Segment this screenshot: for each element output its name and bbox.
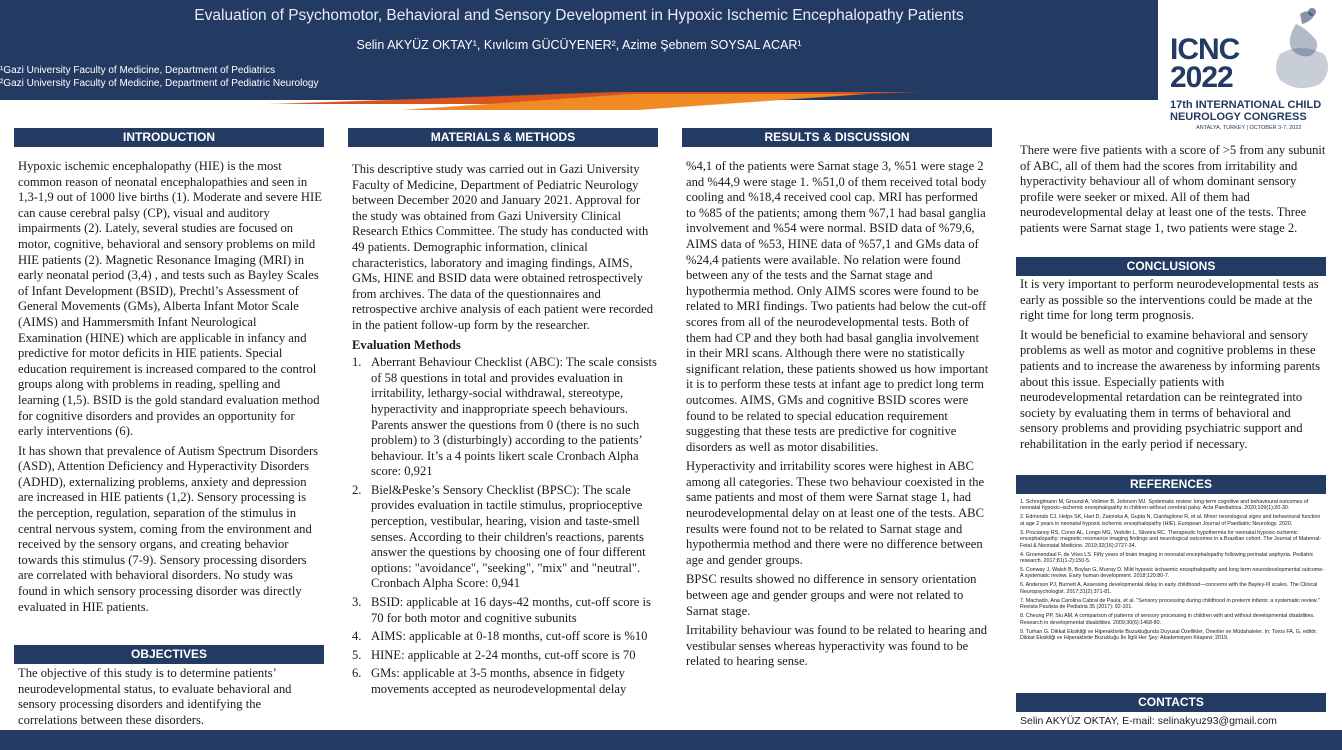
whirling-dervish-icon [1260, 6, 1336, 98]
list-item: 5. HINE: applicable at 2-24 months, cut-off score is 70 [352, 647, 636, 662]
results-paragraph-4: Irritability behaviour was found to be related to hearing and vestibular senses whereas hyperactivity was found to be related to hearing sense. [686, 623, 988, 669]
affiliation-2: ²Gazi University Faculty of Medicine, Department of Pediatric Neurology [0, 78, 319, 89]
congress-logo [1160, 0, 1342, 140]
conclusions-paragraph-1: It is very important to perform neurodevelopmental tests as early as possible so the interventions could be made at the right time for long term prognosis. [1020, 277, 1319, 323]
list-item: 3. BSID: applicable at 16 days-42 months, cut-off score is 70 for both motor and cognitive subunits [352, 595, 651, 625]
reference-item: 2. Edmonds CJ, Helps SK, Hart D, Zatorska A, Gupta N, Cianfaglione R, et al. Minor neurological signs and behavioural function at age 2 years in neonatal hypoxic ischemic encephalopathy (HIE). European Journal of Paediatric Neurology. 2020. [1020, 514, 1321, 527]
results-paragraph-3: BPSC results showed no difference in sensory orientation between age and gender groups and were not related to Sarnat stage. [686, 572, 977, 618]
poster-title: Evaluation of Psychomotor, Behavioral and Sensory Development in Hypoxic Ischemic Encephalopathy Patients [194, 7, 964, 24]
evaluation-methods-list [352, 355, 658, 697]
introduction-paragraph-1: Hypoxic ischemic encephalopathy (HIE) is the most common reason of neonatal encephalopathies and seen in 1,3-1,9 out of 1000 live births (1). Moderate and severe HIE can cause cerebral palsy (CP), visual and auditory impairments (2). Lately, several studies are focused on motor, cognitive, behavioral and sensory problems on mild HIE patients (2). Magnetic Resonance Imaging (MRI) in early neonatal period (3,4) , and tests such as Bayley Scales of Infant Development (BSID), Prechtl’s Assessment of General Movements (GMs), Alberta Infant Motor Scale (AIMS) and Hammersmith Infant Neurological Examination (HINE) which are applicable in infancy and predictive for motor deficits in HIE patients. Special education requirement is increased compared to the control groups along with problems in reading, spelling and learning (1,5). BSID is the gold standard evaluation method for cognitive disorders and provides an opportunity for early interventions (6). [18, 159, 322, 439]
reference-item: 1. Schreglmann M, Ground A, Vollmer B, Johnson MJ. Systematic review: long-term cognitive and behavioural outcomes of neonatal hypoxic–ischemic encephalopathy in children without cerebral palsy. Acta Paediatrica. 2020;109(1):20-30. [1020, 499, 1309, 512]
conclusions-heading: CONCLUSIONS [1016, 257, 1326, 276]
list-item: 2. Biel&Peske’s Sensory Checklist (BPSC): The scale provides evaluation in tactile stimulus, proprioceptive perception, vestibular, hearing, vision and taste-smell senses. According to their children's reactions, parents answer the questions by choosing one of four different options: "avoidance", "seeking", "mix" and "neutral". Cronbach Alpha Score: 0,941 [352, 482, 646, 591]
introduction-heading: INTRODUCTION [14, 128, 324, 147]
objectives-body [18, 666, 322, 732]
introduction-paragraph-2: It has shown that prevalence of Autism Spectrum Disorders (ASD), Attention Deficiency and Hyperactivity Disorders (ADHD), externalizing problems, anxiety and depression are increased in HIE patients (1,2). Sensory processing is the perception, regulation, separation of the stimulus in central nervous system, coming from the environment and received by the sensory organs, and creating behavior towards this stimulus (7-9). Sensory processing disorders are correlated with behavioral disorders. No study was found in which sensory processing disorder was directly evaluated in HIE patients. [18, 443, 319, 614]
references-heading: REFERENCES [1016, 475, 1326, 494]
reference-item: 5. Conway J, Walsh B, Boylan G, Murray D. Mild hypoxic ischaemic encephalopathy and long term neurodevelopmental outcome-A systematic review. Early human development. 2018;120:80-7. [1020, 567, 1324, 580]
affiliation-1: ¹Gazi University Faculty of Medicine, Department of Pediatrics [0, 65, 276, 76]
conclusions-body [1020, 277, 1328, 457]
logo-congress-name: 17th INTERNATIONAL CHILD NEUROLOGY CONGRESS [1170, 99, 1322, 123]
logo-acronym: ICNC [1170, 33, 1240, 66]
results-body [686, 159, 990, 674]
logo-place-date: ANTALYA, TURKEY | OCTOBER 3-7, 2022 [1196, 125, 1302, 131]
reference-list [1020, 499, 1326, 644]
contacts-heading: CONTACTS [1016, 693, 1326, 712]
evaluation-methods-subheading: Evaluation Methods [352, 337, 461, 352]
results-heading: RESULTS & DISCUSSION [682, 128, 992, 147]
objectives-heading: OBJECTIVES [14, 645, 324, 664]
objectives-paragraph: The objective of this study is to determine patients’ neurodevelopmental status, to evaluate behavioral and sensory processing disorders and identifying the correlations between these disorders. [18, 666, 292, 727]
list-item: 6. GMs: applicable at 3-5 months, absence in fidgety movements accepted as neurodevelopmental delay [352, 666, 627, 696]
conclusions-paragraph-2: It would be beneficial to examine behavioral and sensory problems as well as motor and cognitive problems in these patients and to increase the awareness by informing parents about this issue. Especially patients with neurodevelopmental retardation can be reintegrated into society by evaluating them in terms of behavioral and sensory problems and providing psychiatric support and rehabilitation in the early period if necessary. [1020, 327, 1321, 451]
reference-item: 4. Groenendaal F, de Vries LS. Fifty years of brain imaging in neonatal encephalopathy following perinatal asphyxia. Pediatric research. 2017;81(1-2):150-5. [1020, 551, 1314, 565]
results-paragraph-2: Hyperactivity and irritability scores were highest in ABC among all categories. These two behaviour coexisted in the same patients and most of them were Sarnat stage 1, had neurodevelopmental delay on at least one of the tests. ABC results were found not to be related to Sarnat stage and hypothermia method and there were no difference between age and gender groups. [686, 459, 985, 567]
list-item: 1. Aberrant Behaviour Checklist (ABC): The scale consists of 58 questions in total and provides evaluation in irritability, lethargy-social withdrawal, stereotype, hyperactivity and inappropriate speech behaviours. Parents answer the questions from 0 (there is no such problem) to 3 (disturbingly) according to the patients’ behaviour. It’s a 4 points likert scale Cronbach Alpha score: 0,921 [352, 355, 657, 479]
results-paragraph-5: There were five patients with a score of >5 from any subunit of ABC, all of them had the scores from irritability and hyperactivity behaviour all of whom dominant sensory profile were seeker or mixed. All of them had neurodevelopmental delay at least one of the tests. Three patients were Sarnat stage 1, two patients were stage 2. [1020, 143, 1326, 235]
reference-item: 6. Anderson PJ, Burnett A. Assessing developmental delay in early childhood—concerns with the Bayley-III scales. The Clinical Neuropsychologist. 2017;31(2):371-81. [1020, 582, 1318, 595]
results-continued [1020, 143, 1328, 241]
poster-footer-bar [0, 730, 1342, 750]
reference-item: 9. Turhan G. Dikkat Eksikliği ve Hiperaktivite Bozukluğunda Duyusal Özellikler, Öneriler ve Müdahaleler. In: Toros FA, G, editör. Dikkat Eksikliği ve Hiperaktivite Bozukluğu İle İlgili Her Şey: Akademisyen Kitapevi; 2019. [1020, 628, 1318, 642]
methods-paragraph: This descriptive study was carried out in Gazi University Faculty of Medicine, Department of Pediatric Neurology between December 2020 and January 2021. Approval for the study was obtained from Gazi University Clinical Research Ethics Committee. The study has conducted with 49 patients. Demographic information, clinical characteristics, laboratory and imaging findings, AIMS, GMs, HINE and BSID data were obtained retrospectively from archives. The data of the questionnaires and retrospective archive analysis of each patient were recorded in the patient follow-up form by the researcher. [352, 162, 654, 332]
reference-item: 8. Cheung PP, Siu AM. A comparison of patterns of sensory processing in children with and without developmental disabilities. Research in developmental disabilities. 2009;30(6):1468-80. [1020, 613, 1315, 626]
header-accent-stripe-orange [0, 94, 1158, 110]
logo-year: 2022 [1170, 61, 1233, 94]
reference-item: 7. Machado, Ana Carolina Cabral de Paula, et al. "Sensory processing during childhood in preterm infants: a systematic review." Revista Paulista de Pediatria 35 (2017): 92-101. [1020, 597, 1320, 611]
methods-body [352, 162, 658, 701]
list-item: 4. AIMS: applicable at 0-18 months, cut-off score is %10 [352, 629, 648, 644]
contact-email: Selin AKYÜZ OKTAY, E-mail: selinakyuz93@gmail.com [1020, 715, 1277, 727]
author-list: Selin AKYÜZ OKTAY¹, Kıvılcım GÜCÜYENER², Azime Şebnem SOYSAL ACAR¹ [356, 38, 802, 52]
introduction-body [18, 159, 322, 619]
results-paragraph-1: %4,1 of the patients were Sarnat stage 3, %51 were stage 2 and %44,9 were stage 1. %51,0 of them received total body cooling and %18,4 received cool cap. MRI has performed to %85 of the patients; among them %7,1 had basal ganglia involvement and %54 were normal. BSID data of %79,6, AIMS data of %53, HINE data of %57,1 and GMs data of %24,4 patients were available. No relation were found between any of the tests and the Sarnat stage and hypothermia method. Only AIMS scores were found to be related to MRI findings. Two patients had below the cut-off scores from all of the neurodevelopmental tests. Both of them had CP and they both had basal ganglia involvement in their MRI scans. Although there were no statistically significant relation, these patients showed us how important it is to perform these tests at infant age to predict long term outcomes. AIMS, GMs and cognitive BSID scores were found to be related to special education requirement suggesting that these tests are predictive for cognitive disorders as well as motor disabilities. [686, 159, 989, 454]
methods-heading: MATERIALS & METHODS [348, 128, 658, 147]
reference-item: 3. Procianoy RS, Corso AL, Longo MG, Vedolin L, Silveira RC. Therapeutic hypothermia for neonatal hypoxic-ischemic encephalopathy: magnetic resonance imaging findings and neurological outcomes in a Brazilian cohort. The Journal of Maternal-Fetal & Neonatal Medicine. 2019;32(16):2727-34. [1020, 529, 1322, 549]
